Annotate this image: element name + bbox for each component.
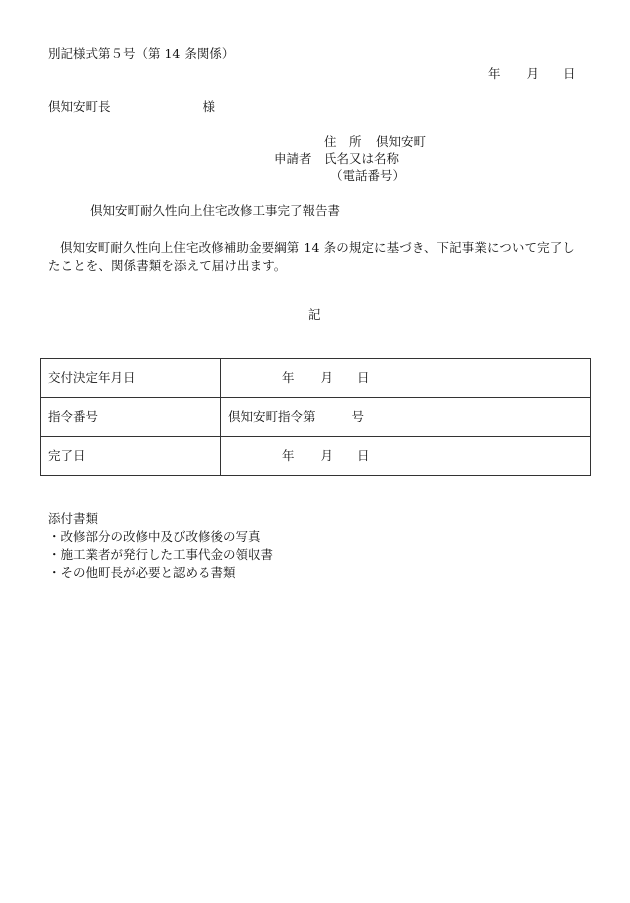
list-item: ・改修部分の改修中及び改修後の写真 [48, 529, 261, 544]
addressee-name: 倶知安町長 [48, 99, 111, 114]
list-item: ・その他町長が必要と認める書類 [48, 565, 236, 580]
attachments [48, 513, 273, 585]
table-row [41, 359, 591, 398]
body-text [48, 239, 586, 275]
body-paragraph: 倶知安町耐久性向上住宅改修補助金要綱第 14 条の規定に基づき、下記事業について完了したことを、関係書類を添えて届け出ます。 [48, 240, 575, 273]
info-table [40, 358, 591, 476]
document-title: 倶知安町耐久性向上住宅改修工事完了報告書 [90, 203, 341, 218]
name-label: 氏名又は名称 [324, 151, 400, 166]
completion-date-day: 日 [357, 447, 370, 463]
addressee-honorific: 様 [202, 99, 216, 114]
ki-heading: 記 [308, 307, 321, 322]
form-number: 別記様式第５号（第 14 条関係） [48, 46, 235, 61]
completion-date-label: 完了日 [41, 437, 221, 476]
grant-date-year: 年 [282, 369, 295, 385]
list-item: ・施工業者が発行した工事代金の領収書 [48, 547, 274, 562]
date-day: 日 [563, 66, 576, 81]
applicant-block [274, 136, 426, 187]
grant-date-day: 日 [357, 369, 370, 385]
date-month: 月 [526, 66, 540, 81]
order-number-value [221, 398, 591, 437]
completion-date-month: 月 [320, 447, 334, 463]
date-line [488, 68, 576, 81]
grant-date-label: 交付決定年月日 [41, 359, 221, 398]
phone-label: （電話番号） [330, 168, 406, 183]
address-value: 倶知安町 [376, 134, 427, 149]
grant-date-value [221, 359, 591, 398]
table-row [41, 398, 591, 437]
order-number-prefix: 倶知安町指令第 [228, 408, 316, 424]
completion-date-value [221, 437, 591, 476]
grant-date-month: 月 [320, 369, 334, 385]
addressee [48, 101, 215, 114]
address-label: 住 所 [324, 134, 362, 149]
order-number-suffix: 号 [351, 408, 365, 424]
completion-date-year: 年 [282, 447, 295, 463]
date-year: 年 [488, 66, 501, 81]
table-row [41, 437, 591, 476]
attachments-heading: 添付書類 [48, 511, 99, 526]
applicant-role: 申請者 [274, 151, 312, 166]
order-number-label: 指令番号 [41, 398, 221, 437]
